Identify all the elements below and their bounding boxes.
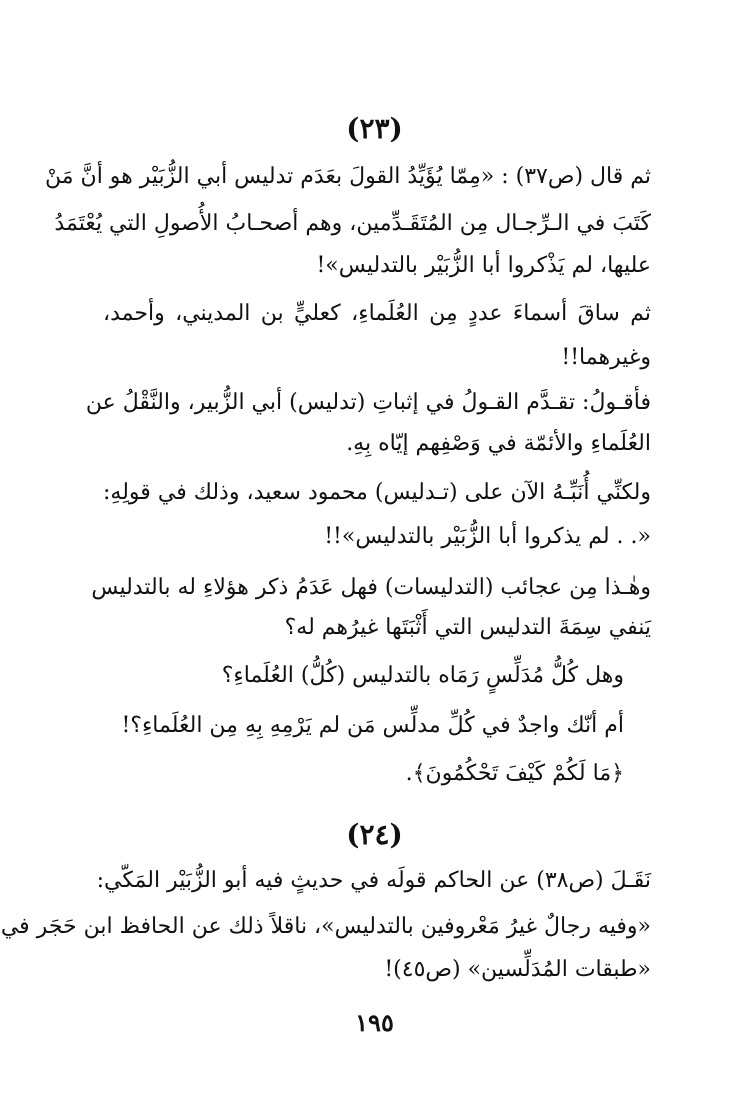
section-23-line-5: وغيرهما!! <box>561 345 651 370</box>
section-24-line-2: «وفيه رجالٌ غيرُ مَعْروفين بالتدليس»، ناقلاً ذلك عن الحافظ ابن حَجَر في <box>0 914 651 939</box>
section-23-line-3: عليها، لم يَذْكروا أبا الزُّبَيْر بالتدليس»! <box>316 253 651 278</box>
section-23-line-4: ثم ساقَ أسماءَ عددٍ مِن العُلَماءِ، كعليٍّ بن المديني، وأحمد، <box>103 301 651 326</box>
section-23-line-7: العُلَماءِ والأئمّة في وَصْفِهم إيّاه بِهِ. <box>346 431 651 456</box>
section-23-line-10: وهٰـذا مِن عجائب (التدليسات) فهل عَدَمُ ذكر هؤلاءِ له بالتدليس <box>91 575 651 600</box>
section-23-line-11: يَنفي سِمَةَ التدليس التي أَثْبَتَها غيرُهم له؟ <box>284 615 651 640</box>
section-23-line-8: ولكنِّي أُنَبِّـهُ الآن على (تـدليس) محمود سعيد، وذلك في قولِهِ: <box>103 480 651 505</box>
section-23-line-2: كَتَبَ في الـرِّجـال مِن المُتَقَـدِّمين، وهم أصحـابُ الأُصولِ التي يُعْتَمَدُ <box>54 211 651 236</box>
section-23-line-13: أم أنّك واجدٌ في كُلِّ مدلِّس مَن لم يَرْمِهِ بِهِ مِن العُلَماءِ؟! <box>121 713 624 738</box>
section-23-line-1: ثم قال (ص٣٧) : «مِمّا يُؤَيِّدُ القولَ بعَدَم تدليس أبي الزُّبَيْر هو أنَّ مَنْ <box>45 164 651 189</box>
section-23-line-14-quran: ﴿مَا لَكُمْ كَيْفَ تَحْكُمُونَ﴾. <box>405 761 624 786</box>
section-24-line-3: «طبقات المُدَلِّسين» (ص٤٥)! <box>384 957 651 982</box>
section-24-line-1: نَقَـلَ (ص٣٨) عن الحاكم قولَه في حديثٍ فيه أبو الزُّبَيْر المَكّي: <box>96 868 651 893</box>
section-23-line-9: «. . لم يذكروا أبا الزُّبَيْر بالتدليس»!! <box>324 524 651 549</box>
section-23-line-6: فأقـولُ: تقـدَّم القـولُ في إثباتِ (تدليس) أبي الزُّبير، والنَّقْلُ عن <box>85 390 651 415</box>
page-number: ١٩٥ <box>355 1008 394 1037</box>
section-23-line-12: وهل كُلُّ مُدَلِّسٍ رَمَاه بالتدليس (كُلُّ) العُلَماءِ؟ <box>221 663 624 688</box>
section-23-heading: (٢٣) <box>346 112 403 145</box>
section-24-heading: (٢٤) <box>346 818 403 851</box>
